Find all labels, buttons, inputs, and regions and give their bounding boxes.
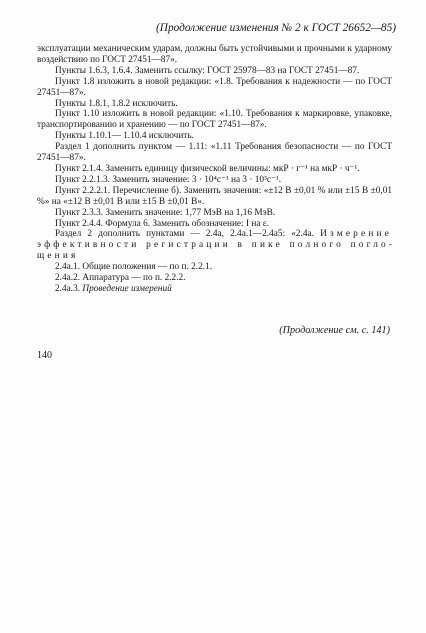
document-body: [37, 44, 392, 295]
page-header: (Продолжение изменения № 2 к ГОСТ 26652—85): [156, 22, 396, 34]
paragraph: Пункт 1.8 изложить в новой редакции: «1.8. Требования к надежности — по ГОСТ 27451—87».: [37, 76, 392, 98]
paragraph: Пункты 1.6.3, 1.6.4. Заменить ссылку: ГОСТ 25978—83 на ГОСТ 27451—87.: [55, 65, 360, 76]
paragraph: Пункт 1.10 изложить в новой редакции: «1.10. Требования к маркировке, упаковке, транспортированию и хранению — по ГОСТ 27451—87».: [37, 109, 392, 131]
continuation-note: (Продолжение см. с. 141): [279, 325, 390, 336]
paragraph: [37, 284, 392, 295]
paragraph: Пункт 2.2.2.1. Перечисление б). Заменить значения: «±12 В ±0,01 % или ±15 В ±0,01 %» на «±12 В ±0,01 В или ±15 В ±0,01 В».: [37, 185, 392, 207]
paragraph: 2.4а.1. Общие положения — по п. 2.2.1.: [55, 262, 213, 273]
paragraph: 2.4а.2. Аппаратура — по п. 2.2.2.: [55, 273, 186, 284]
page-number: 140: [37, 350, 52, 361]
paragraph-lead: Раздел 2 дополнить пунктами — 2.4а, 2.4а.1—2.4а5: «2.4а.: [55, 229, 314, 240]
italic-heading: Проведение измерений: [82, 283, 172, 294]
paragraph: эксплуатации механическим ударам, должны быть устойчивыми и прочными к ударному воздействию по ГОСТ 27451—87».: [37, 44, 392, 65]
paragraph-lead: 2.4а.3.: [55, 283, 81, 294]
paragraph: [37, 229, 392, 262]
paragraph: Пункт 2.1.4. Заменить единицу физической величины: мкР · г⁻¹ на мкР · ч⁻¹.: [55, 163, 360, 174]
spaced-heading: Измерение эффективности регистрации в пике полного поглощения: [37, 229, 392, 262]
paragraph: Пункт 2.4.4. Формула 6. Заменить обозначение: I на ε.: [55, 218, 270, 229]
paragraph: Пункты 1.8.1, 1.8.2 исключить.: [55, 98, 178, 109]
paragraph: Пункты 1.10.1— 1.10.4 исключить.: [55, 131, 194, 142]
paragraph: Пункт 2.2.1.3. Заменить значение: 3 · 10⁴с⁻¹ на 3 · 10³с⁻¹.: [55, 174, 282, 185]
paragraph: Пункт 2.3.3. Заменить значение: 1,77 МэВ на 1,16 МэВ.: [55, 207, 276, 218]
paragraph: Раздел 1 дополнить пунктом — 1.11: «1.11 Требования безопасности — по ГОСТ 27451—87».: [37, 142, 392, 164]
